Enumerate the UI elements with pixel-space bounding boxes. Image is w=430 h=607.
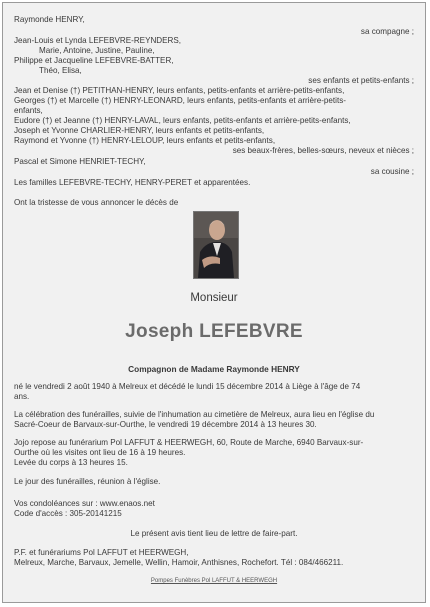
reunion-info: Le jour des funérailles, réunion à l'église.	[14, 477, 161, 486]
funeral-home-locations: Melreux, Marche, Barvaux, Jemelle, Wellin, Hamoir, Anthisnes, Rochefort. Tél : 084/466211.	[14, 558, 344, 567]
announcement-text: Ont la tristesse de vous annoncer le décès de	[14, 198, 179, 207]
birth-line-1: né le vendredi 2 août 1940 à Melreux et décédé le lundi 15 décembre 2014 à Liège à l'âge de 74	[14, 382, 361, 391]
family-line: Joseph et Yvonne CHARLIER-HENRY, leurs enfants et petits-enfants,	[14, 126, 265, 135]
salutation: Monsieur	[190, 292, 238, 304]
deceased-name: Joseph LEFEBVRE	[125, 321, 303, 342]
family-line: Raymond et Yvonne (†) HENRY-LELOUP, leurs enfants et petits-enfants,	[14, 136, 276, 145]
portrait-photo	[193, 211, 239, 279]
family-line: enfants,	[14, 106, 43, 115]
viewing-line-1: Jojo repose au funérarium Pol LAFFUT & HEERWEGH, 60, Route de Marche, 6940 Barvaux-sur-	[14, 438, 364, 447]
birth-line-2: ans.	[14, 392, 30, 401]
family-relation: ses beaux-frères, belles-sœurs, neveux et nièces ;	[232, 146, 414, 155]
family-relation: sa compagne ;	[360, 27, 414, 36]
viewing-line-3: Levée du corps à 13 heures 15.	[14, 458, 128, 467]
family-line: Raymonde HENRY,	[14, 15, 85, 24]
companion-line: Compagnon de Madame Raymonde HENRY	[128, 364, 300, 374]
funeral-line-1: La célébration des funérailles, suivie de l'inhumation au cimetière de Melreux, aura lieu en l'église du	[14, 410, 375, 419]
condolences-website: Vos condoléances sur : www.enaos.net	[14, 499, 155, 508]
funeral-home-name: P.F. et funérariums Pol LAFFUT et HEERWEGH,	[14, 548, 189, 557]
funeral-home-info	[14, 548, 419, 568]
family-line: Théo, Elisa,	[39, 66, 82, 75]
viewing-info	[14, 438, 419, 468]
family-line: Les familles LEFEBVRE-TECHY, HENRY-PERET et apparentées.	[14, 178, 251, 187]
notice-line: Le présent avis tient lieu de lettre de faire-part.	[130, 529, 298, 538]
family-line: Jean et Denise (†) PETITHAN-HENRY, leurs enfants, petits-enfants et arrière-petits-enfants,	[14, 86, 345, 95]
access-code: Code d'accès : 305-20141215	[14, 509, 122, 518]
family-line: Eudore (†) et Jeanne (†) HENRY-LAVAL, leurs enfants, petits-enfants et arrière-petits-enfants,	[14, 116, 351, 125]
birth-death-info	[14, 382, 419, 402]
family-line: Marie, Antoine, Justine, Pauline,	[39, 46, 155, 55]
family-line: Philippe et Jacqueline LEFEBVRE-BATTER,	[14, 56, 174, 65]
family-relation: ses enfants et petits-enfants ;	[308, 76, 414, 85]
obituary-notice	[2, 2, 426, 603]
funeral-info	[14, 410, 419, 430]
funeral-line-2: Sacré-Coeur de Barvaux-sur-Ourthe, le vendredi 19 décembre 2014 à 13 heures 30.	[14, 420, 317, 429]
family-line: Jean-Louis et Lynda LEFEBVRE-REYNDERS,	[14, 36, 182, 45]
funeral-home-link[interactable]: Pompes Funèbres Pol LAFFUT & HEERWEGH	[150, 578, 278, 584]
family-line: Pascal et Simone HENRIET-TECHY,	[14, 157, 146, 166]
family-line: Georges (†) et Marcelle (†) HENRY-LEONARD, leurs enfants, petits-enfants et arrière-petits-	[14, 96, 346, 105]
viewing-line-2: Ourthe où les visites ont lieu de 16 à 19 heures.	[14, 448, 186, 457]
condolences-info	[14, 499, 419, 519]
portrait-image	[194, 212, 238, 278]
family-relation: sa cousine ;	[370, 167, 414, 176]
